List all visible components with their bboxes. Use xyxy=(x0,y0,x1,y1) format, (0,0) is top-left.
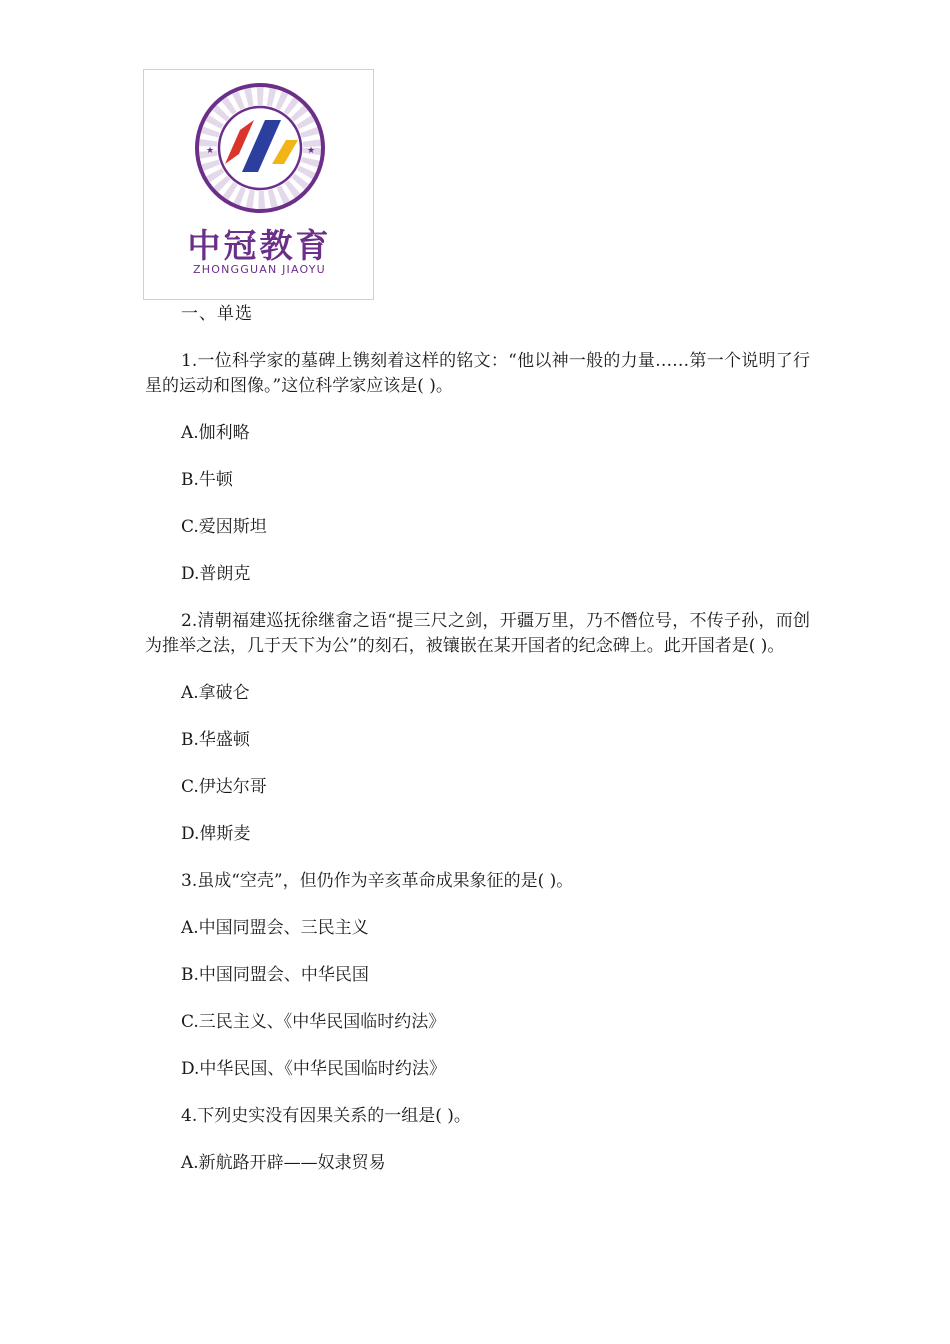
option-b: B.中国同盟会、中华民国 xyxy=(181,965,369,985)
option-a: A.伽利略 xyxy=(181,423,250,443)
option-d: D.俾斯麦 xyxy=(181,824,251,844)
option-a: A.拿破仑 xyxy=(181,683,250,703)
option-b: B.牛顿 xyxy=(181,470,233,490)
question-text: 1.一位科学家的墓碑上镌刻着这样的铭文：“他以神一般的力量……第一个说明了行星的运动和图像。”这位科学家应该是( )。 xyxy=(145,351,810,396)
section-title: 一、单选 xyxy=(181,304,253,324)
question-4 xyxy=(145,1104,810,1176)
logo-emblem-icon xyxy=(144,70,375,220)
option-c: C.爱因斯坦 xyxy=(181,517,267,537)
question-text: 3.虽成“空壳”，但仍作为辛亥革命成果象征的是( )。 xyxy=(181,871,574,891)
question-text: 2.清朝福建巡抚徐继畲之语“提三尺之剑，开疆万里，乃不僭位号，不传子孙，而创为推举之法，几于天下为公”的刻石，被镶嵌在某开国者的纪念碑上。此开国者是( )。 xyxy=(145,611,810,656)
question-3 xyxy=(145,869,810,1082)
option-c: C.三民主义、《中华民国临时约法》 xyxy=(181,1012,446,1032)
option-a: A.中国同盟会、三民主义 xyxy=(181,918,369,938)
svg-text:★: ★ xyxy=(206,146,215,156)
svg-text:★: ★ xyxy=(307,146,316,156)
option-c: C.伊达尔哥 xyxy=(181,777,267,797)
question-text: 4.下列史实没有因果关系的一组是( )。 xyxy=(181,1106,471,1126)
option-d: D.中华民国、《中华民国临时约法》 xyxy=(181,1059,446,1079)
brand-name-en: ZHONGGUAN JIAOYU xyxy=(193,263,326,276)
question-1 xyxy=(145,349,810,587)
brand-name-cn: 中冠教育 xyxy=(187,226,332,265)
option-a: A.新航路开辟——奴隶贸易 xyxy=(181,1153,386,1173)
question-2 xyxy=(145,609,810,847)
option-d: D.普朗克 xyxy=(181,564,251,584)
logo xyxy=(143,69,374,300)
option-b: B.华盛顿 xyxy=(181,730,250,750)
document-body xyxy=(145,302,810,1198)
